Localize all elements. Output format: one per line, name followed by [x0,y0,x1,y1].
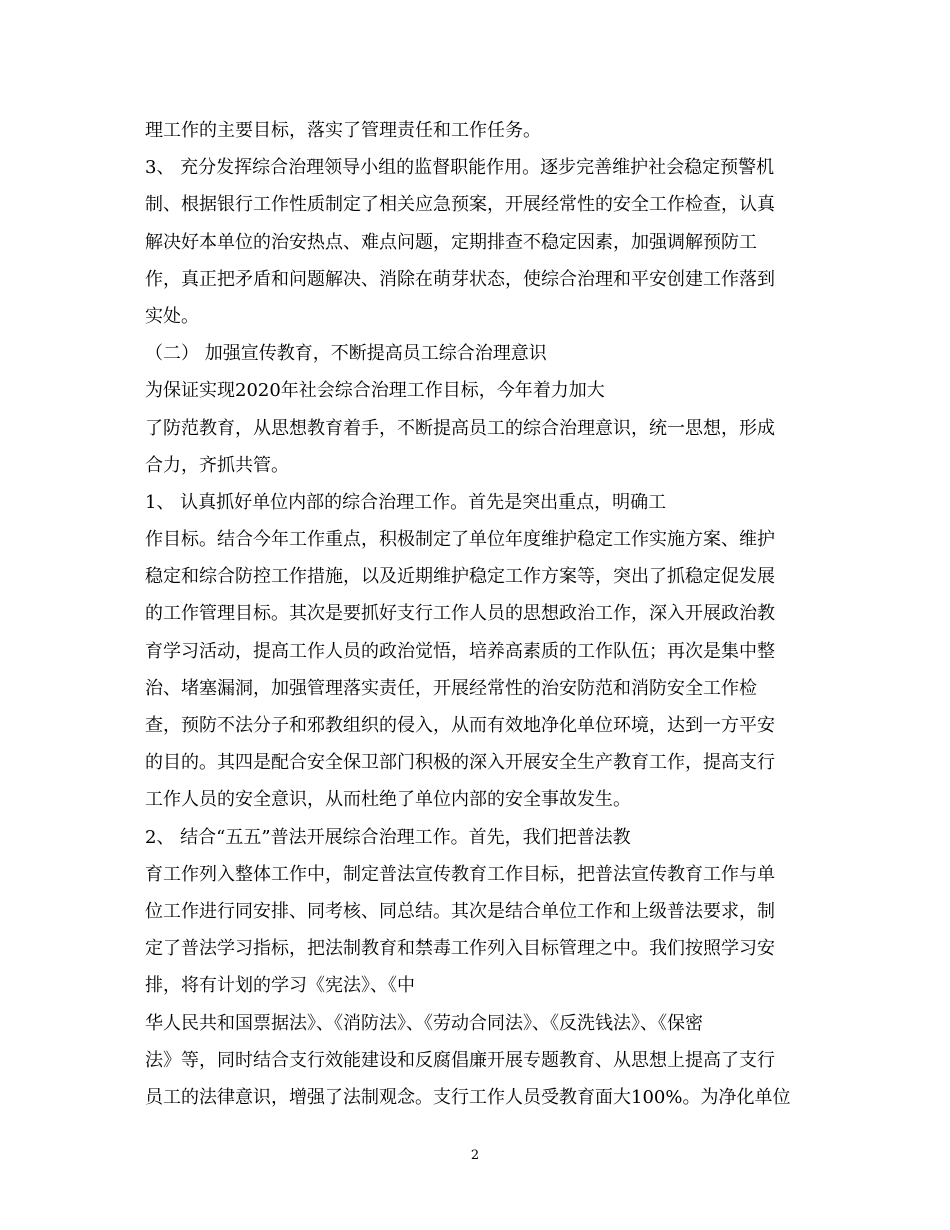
text-line: 位工作进行同安排、同考核、同总结。其次是结合单位工作和上级普法要求，制 [145,900,775,922]
text-line: 制、根据银行工作性质制定了相关应急预案，开展经常性的安全工作检查，认真 [145,194,775,216]
text-line: 育工作列入整体工作中，制定普法宣传教育工作目标，把普法宣传教育工作与单 [145,863,775,885]
page-number: 2 [470,1148,480,1163]
text-line: 作，真正把矛盾和问题解决、消除在萌芽状态，使综合治理和平安创建工作落到 [145,268,775,290]
text-line: 实处。 [145,305,199,327]
text-line: 3、 充分发挥综合治理领导小组的监督职能作用。逐步完善维护社会稳定预警机 [145,157,775,179]
text-line: 2、 结合“五五”普法开展综合治理工作。首先，我们把普法教 [145,826,631,848]
text-line: 作目标。结合今年工作重点，积极制定了单位年度维护稳定工作实施方案、维护 [145,529,775,551]
text-line: 为保证实现2020年社会综合治理工作目标，今年着力加大 [145,380,605,402]
text-line: 工作人员的安全意识，从而杜绝了单位内部的安全事故发生。 [145,789,631,811]
text-line: 定了普法学习指标，把法制教育和禁毒工作列入目标管理之中。我们按照学习安 [145,938,775,960]
text-line: 解决好本单位的治安热点、难点问题，定期排查不稳定因素，加强调解预防工 [145,231,757,253]
text-line: 的目的。其四是配合安全保卫部门积极的深入开展安全生产教育工作，提高支行 [145,752,775,774]
text-line: 排，将有计划的学习《宪法》、《中 [145,975,415,997]
text-line: 育学习活动，提高工作人员的政治觉悟，培养高素质的工作队伍；再次是集中整 [145,640,775,662]
text-line: 合力，齐抓共管。 [145,454,289,476]
text-line: 治、堵塞漏洞，加强管理落实责任，开展经常性的治安防范和消防安全工作检 [145,677,757,699]
text-line: 的工作管理目标。其次是要抓好支行工作人员的思想政治工作，深入开展政治教 [145,603,775,625]
section-heading: （二） 加强宣传教育，不断提高员工综合治理意识 [145,343,547,365]
text-line: 1、 认真抓好单位内部的综合治理工作。首先是突出重点，明确工 [145,491,667,513]
text-line: 华人民共和国票据法》、《消防法》、《劳动合同法》、《反洗钱法》、《保密 [145,1012,703,1034]
document-body [145,112,810,1116]
text-line: 稳定和综合防控工作措施，以及近期维护稳定工作方案等，突出了抓稳定促发展 [145,566,775,588]
text-line: 员工的法律意识，增强了法制观念。支行工作人员受教育面大100%。为净化单位 [145,1086,791,1108]
text-line: 理工作的主要目标，落实了管理责任和工作任务。 [145,120,541,141]
text-line: 查，预防不法分子和邪教组织的侵入，从而有效地净化单位环境，达到一方平安 [145,715,775,736]
text-line: 了防范教育，从思想教育着手，不断提高员工的综合治理意识，统一思想，形成 [145,417,775,439]
text-line: 法》等，同时结合支行效能建设和反腐倡廉开展专题教育、从思想上提高了支行 [145,1049,775,1071]
